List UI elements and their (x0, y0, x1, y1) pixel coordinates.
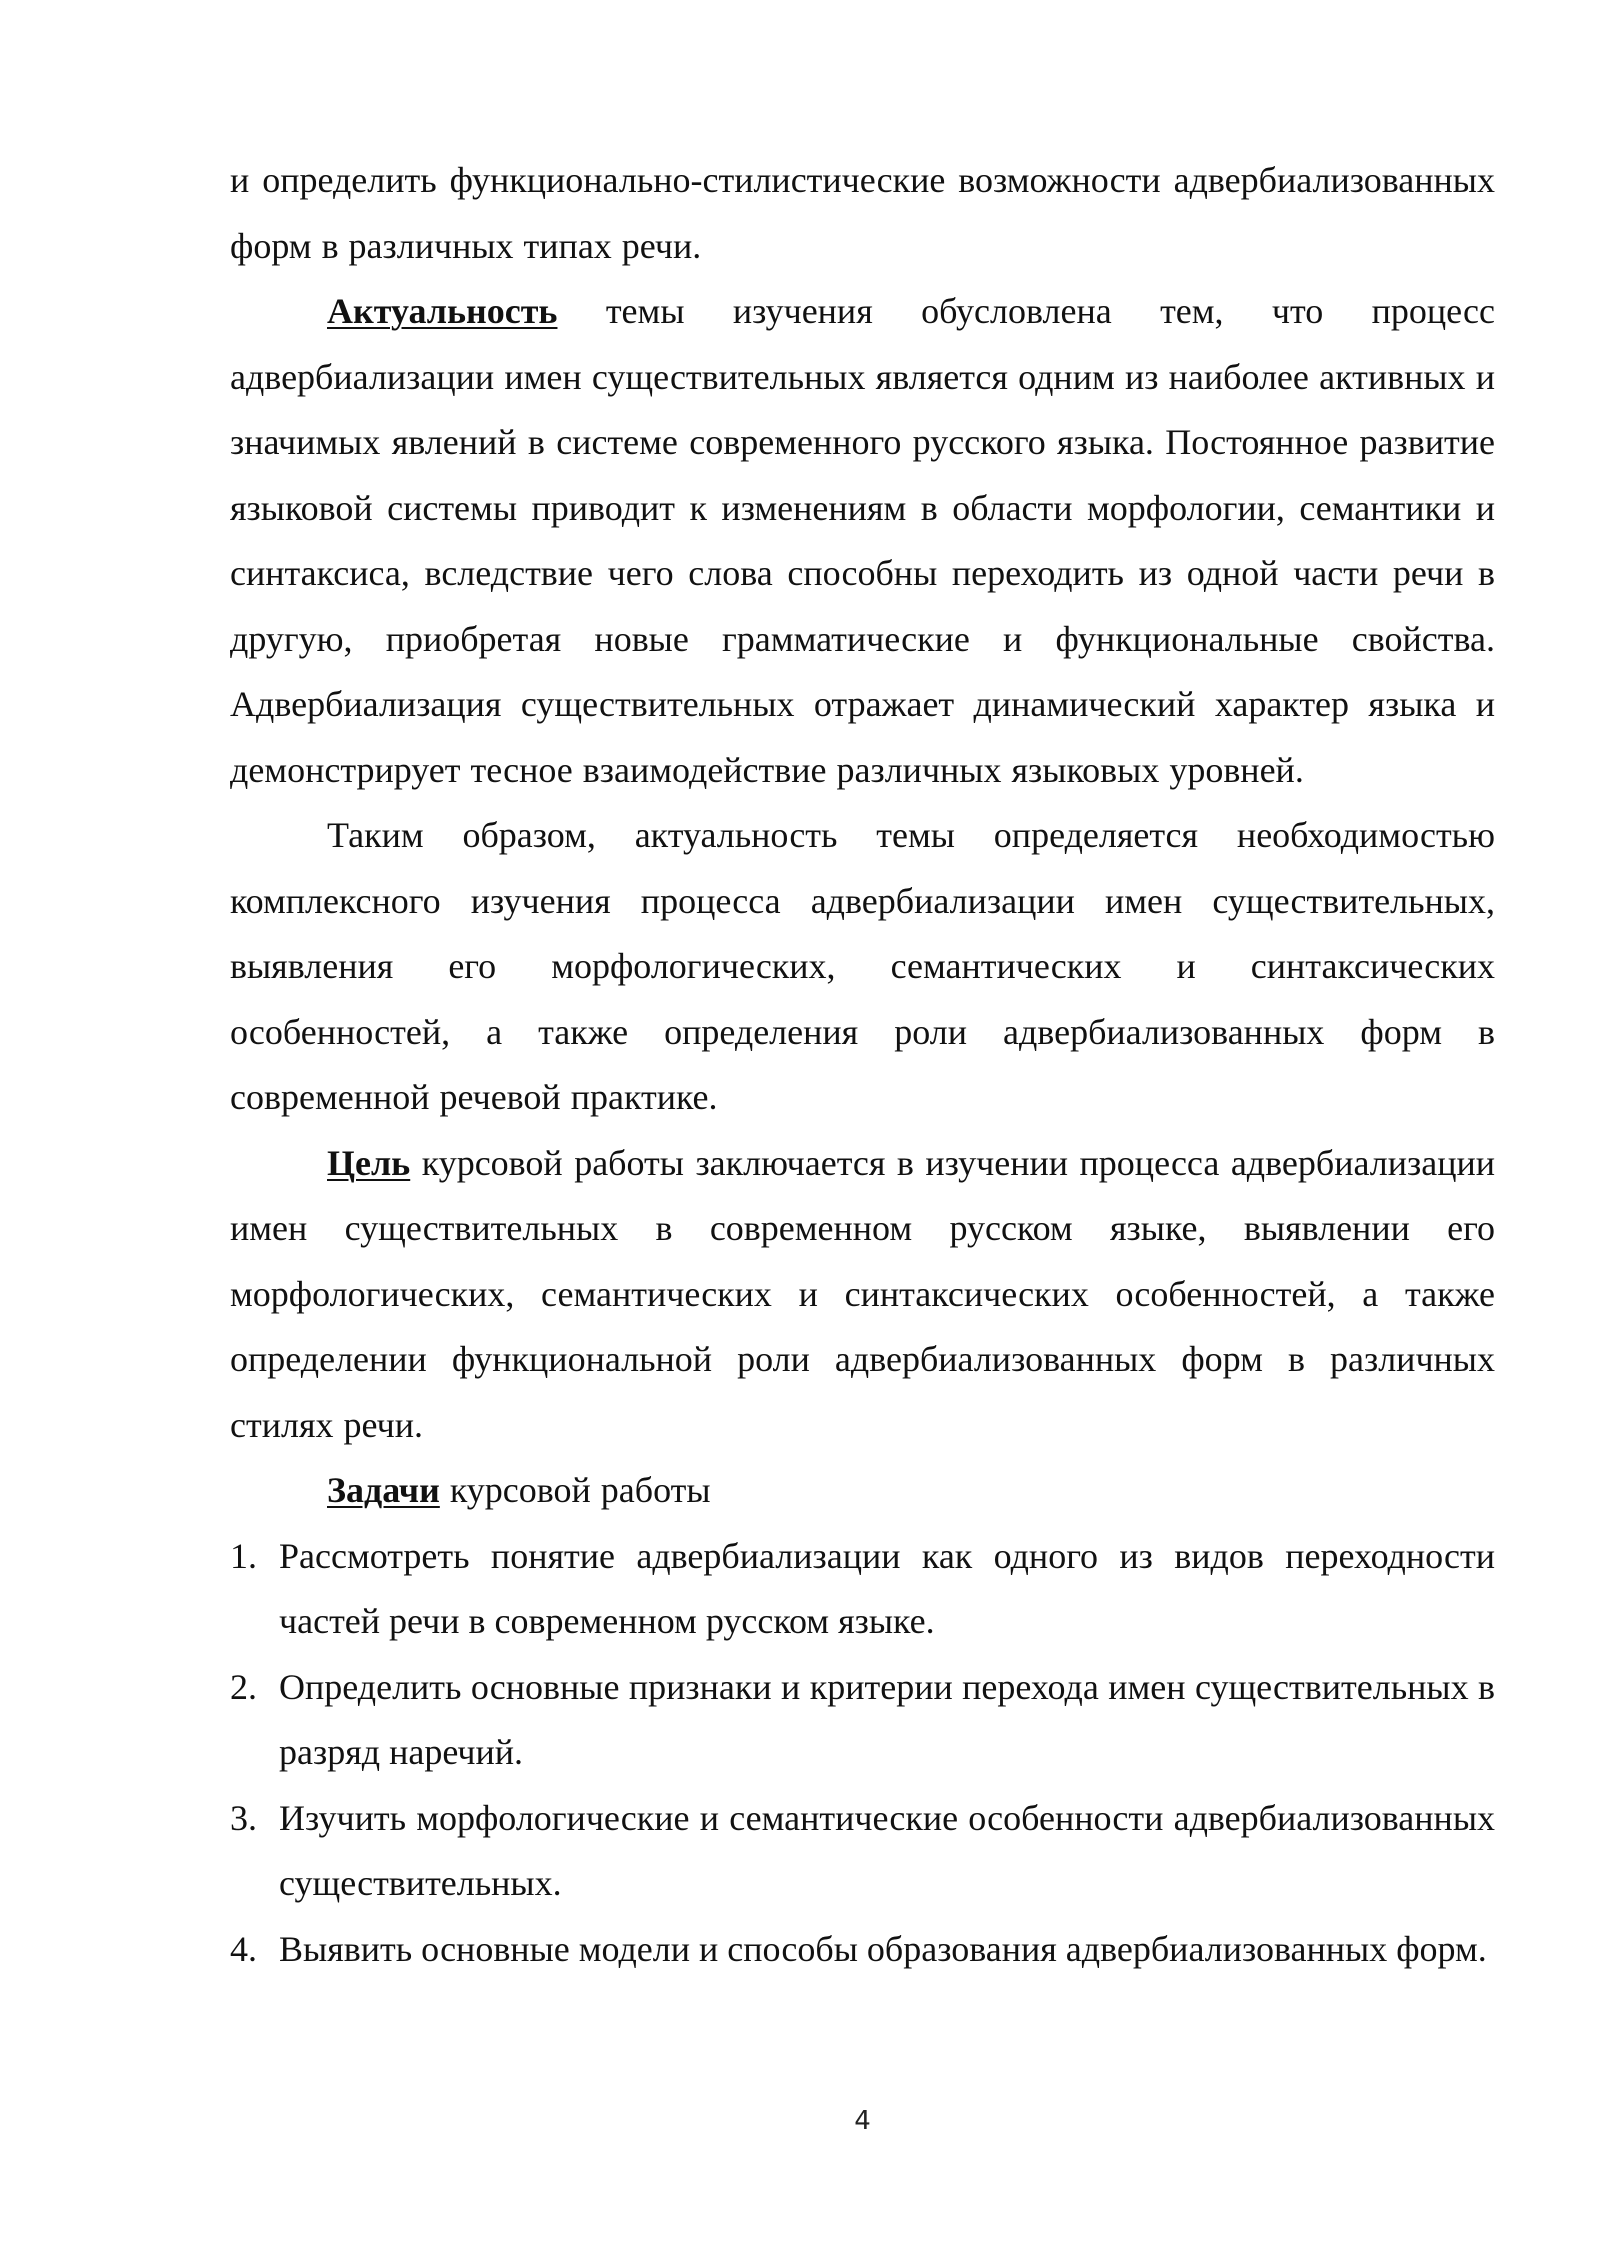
paragraph-tasks-heading (230, 1458, 1495, 1524)
paragraph-relevance (230, 279, 1495, 803)
paragraph-goal (230, 1131, 1495, 1459)
tasks-heading-text: курсовой работы (439, 1470, 711, 1510)
paragraph-goal-text: курсовой работы заключается в изучении процесса адвербиализации имен существительных в современном русском языке, выявлении его морфологических, семантических и синтаксических особенностей, а также определении функциональной роли адвербиализованных форм в различных стилях речи. (230, 1142, 1495, 1445)
list-item (230, 1655, 1495, 1786)
list-item-text: Рассмотреть понятие адвербиализации как одного из видов переходности частей речи в современном русском языке. (279, 1535, 1495, 1641)
paragraph-continuation: и определить функционально-стилистические возможности адвербиализованных форм в различных типах речи. (230, 160, 1495, 266)
keyword-goal: Цель (327, 1142, 411, 1183)
paragraph-relevance-text: темы изучения обусловлена тем, что процесс адвербиализации имен существительных является одним из наиболее активных и значимых явлений в системе современного русского языка. Постоянное развитие языковой системы приводит к изменениям в области морфологии, семантики и синтаксиса, вследствие чего слова способны переходить из одной части речи в другую, приобретая новые грамматические и функциональные свойства. Адвербиализация существительных отражает динамический характер языка и демонстрирует тесное взаимодействие различных языковых уровней. (230, 291, 1495, 790)
list-item (230, 1786, 1495, 1917)
list-item-text: Определить основные признаки и критерии перехода имен существительных в разряд наречий. (279, 1666, 1495, 1772)
list-item-text: Изучить морфологические и семантические особенности адвербиализованных существительных. (279, 1797, 1495, 1903)
keyword-tasks: Задачи (327, 1470, 440, 1510)
list-item-number: 4. (230, 1928, 257, 1969)
page-number: 4 (854, 2106, 871, 2136)
list-item (230, 1524, 1495, 1655)
tasks-list (230, 1524, 1495, 1983)
list-item (230, 1917, 1495, 1983)
list-item-number: 2. (230, 1666, 257, 1707)
keyword-relevance: Актуальность (327, 291, 558, 331)
paragraph-conclusion: Таким образом, актуальность темы определяется необходимостью комплексного изучения процесса адвербиализации имен существительных, выявления его морфологических, семантических и синтаксических особенностей, а также определения роли адвербиализованных форм в современной речевой практике. (230, 815, 1495, 1117)
list-item-text: Выявить основные модели и способы образования адвербиализованных форм. (279, 1928, 1487, 1969)
list-item-number: 1. (230, 1535, 257, 1576)
list-item-number: 3. (230, 1797, 257, 1838)
document-page (230, 148, 1495, 1982)
